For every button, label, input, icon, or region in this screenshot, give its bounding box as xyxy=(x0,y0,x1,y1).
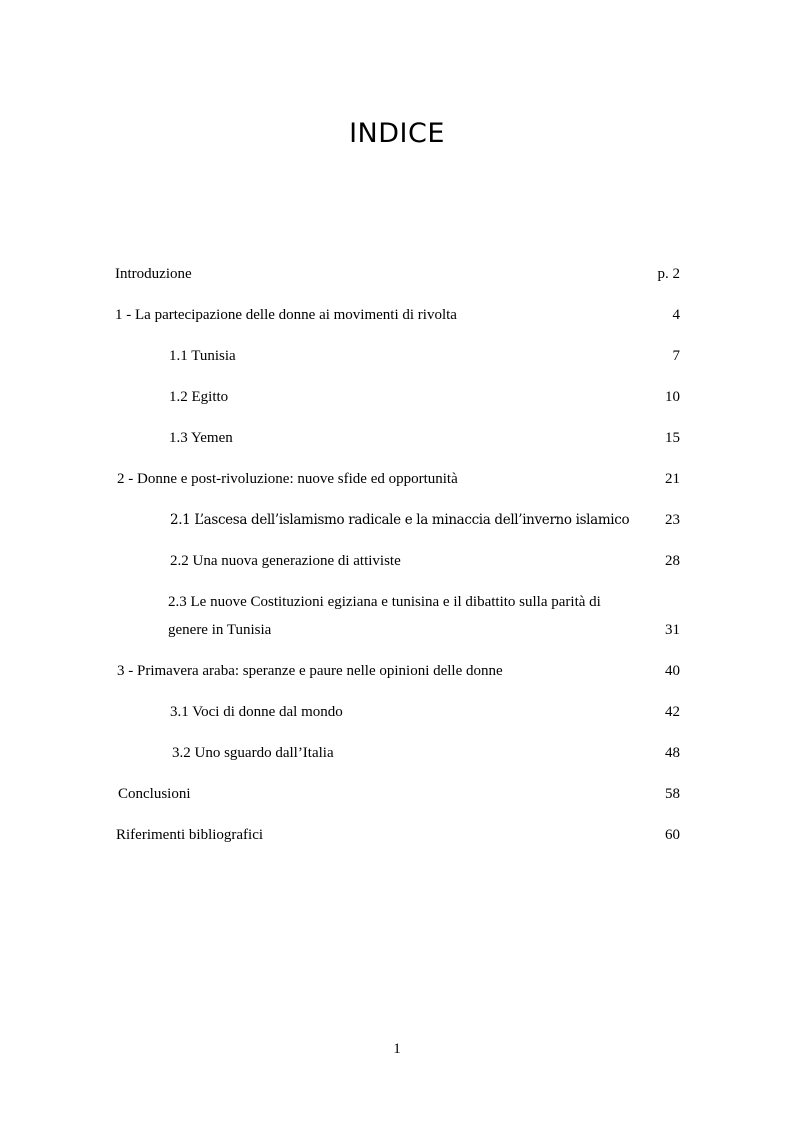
toc-page-section-1-1: 7 xyxy=(672,348,680,364)
toc-page-chapter-1: 4 xyxy=(672,307,680,323)
toc-entry-section-1-1: 1.1 Tunisia xyxy=(169,348,236,364)
toc-entry-section-3-1: 3.1 Voci di donne dal mondo xyxy=(170,704,343,720)
toc-entry-riferimenti: Riferimenti bibliografici xyxy=(116,827,264,843)
toc-entry-section-3-2: 3.2 Uno sguardo dall’Italia xyxy=(172,745,334,761)
page-number: 1 xyxy=(393,1041,401,1057)
toc-entry-section-2-3: 2.3 Le nuove Costituzioni egiziana e tunisina e il dibattito sulla parità di xyxy=(168,594,601,610)
page-title: INDICE xyxy=(349,118,445,149)
toc-entry-chapter-1: 1 - La partecipazione delle donne ai movimenti di rivolta xyxy=(115,307,457,323)
toc-page-section-3-1: 42 xyxy=(665,704,680,720)
toc-page-introduzione: p. 2 xyxy=(657,266,680,282)
toc-page-chapter-2: 21 xyxy=(665,471,680,487)
toc-entry-chapter-3: 3 - Primavera araba: speranze e paure nelle opinioni delle donne xyxy=(117,663,503,679)
toc-page-chapter-3: 40 xyxy=(665,663,680,679)
toc-page-section-1-3: 15 xyxy=(665,430,680,446)
toc-page-section-1-2: 10 xyxy=(665,389,680,405)
toc-entry-chapter-2: 2 - Donne e post-rivoluzione: nuove sfide ed opportunità xyxy=(117,471,458,487)
toc-entry-introduzione: Introduzione xyxy=(115,266,192,282)
toc-page-riferimenti: 60 xyxy=(665,827,680,843)
toc-page-section-2-3: 31 xyxy=(665,622,680,638)
toc-entry-section-2-1: 2.1 L’ascesa dell’islamismo radicale e la minaccia dell’inverno islamico xyxy=(170,512,630,528)
toc-page-conclusioni: 58 xyxy=(665,786,680,802)
toc-entry-conclusioni: Conclusioni xyxy=(118,786,191,802)
toc-entry-section-2-3-continued: genere in Tunisia xyxy=(168,622,272,638)
toc-entry-section-1-3: 1.3 Yemen xyxy=(169,430,233,446)
toc-page-section-2-2: 28 xyxy=(665,553,680,569)
toc-page-section-3-2: 48 xyxy=(665,745,680,761)
toc-entry-section-2-2: 2.2 Una nuova generazione di attiviste xyxy=(170,553,401,569)
toc-page-section-2-1: 23 xyxy=(665,512,680,528)
toc-entry-section-1-2: 1.2 Egitto xyxy=(169,389,229,405)
